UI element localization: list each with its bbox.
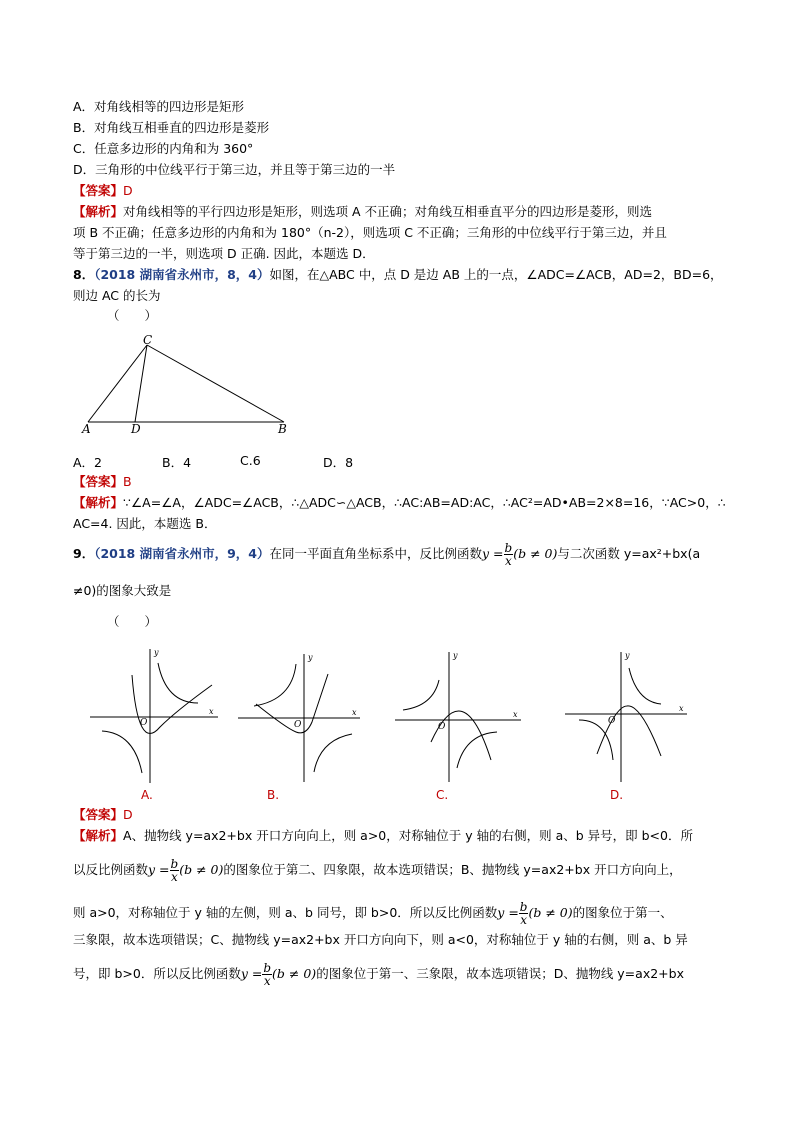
hyperbola-branch (579, 720, 613, 760)
graph-label-b: B. (267, 788, 280, 802)
frac-numerator: b (504, 541, 513, 555)
graph-option-b (236, 652, 366, 784)
origin-label: O (438, 722, 446, 732)
fraction-b-over-x (262, 962, 272, 987)
hyperbola-branch (314, 734, 352, 772)
q8-triangle-figure (70, 330, 300, 440)
parabola (597, 706, 661, 756)
q9-analysis-text3b: 的图象位于第一、 (572, 905, 673, 920)
segment-cd (135, 345, 147, 422)
hyperbola-branch (629, 668, 661, 704)
q7-option-b: B．对角线互相垂直的四边形是菱形 (73, 120, 270, 135)
q9-analysis-line4: 三象限，故本选项错误；C、抛物线 y=ax2+bx 开口方向向下，则 a<0，对称轴位于 y 轴的右侧，则 a、b 异 (73, 932, 688, 947)
label-b: B (278, 422, 287, 436)
answer-tag: 【答案】 (73, 183, 124, 198)
y-label: y (154, 648, 159, 657)
x-label: x (513, 710, 518, 719)
q9-analysis-line3 (73, 901, 673, 926)
label-d: D (131, 422, 141, 436)
q7-analysis-line2: 项 B 不正确；任意多边形的内角和为 180°（n-2），则选项 C 不正确；三角形的中位线平行于第三边，并且 (73, 225, 667, 240)
q9-stem-line2: ≠0)的图象大致是 (73, 583, 172, 598)
q8-answer-paren: （ ） (107, 308, 158, 323)
q9-stem-line1 (73, 542, 700, 567)
q8-option-c: C.6 (240, 453, 261, 468)
q8-analysis-line2: AC=4. 因此，本题选 B． (73, 516, 217, 531)
q9-analysis-line1 (73, 828, 693, 844)
answer-tag: 【答案】 (73, 474, 124, 489)
q9-analysis-text2a: 以反比例函数 (73, 862, 149, 877)
condition: (b ≠ 0) (272, 966, 317, 981)
q9-number: 9． (73, 546, 95, 561)
q7-answer: D (123, 183, 133, 198)
q8-analysis-text1: ∵∠A=∠A，∠ADC=∠ACB，∴△ADC∽△ACB，∴AC:AB=AD:AC，∴AC²=AD•AB=2×8=16，∵AC>0，∴ (123, 495, 726, 510)
fraction-b-over-x (504, 542, 514, 567)
condition: (b ≠ 0) (513, 546, 558, 561)
analysis-tag: 【解析】 (73, 828, 124, 843)
q8-stem-text1: 如图，在△ABC 中，点 D 是边 AB 上的一点，∠ADC=∠ACB，AD=2，BD=6， (269, 267, 723, 282)
origin-label: O (608, 716, 616, 726)
origin-label: O (294, 720, 302, 730)
analysis-tag: 【解析】 (73, 495, 124, 510)
q9-stem-part2: 与二次函数 y=ax²+bx(a (557, 546, 701, 561)
parabola (256, 674, 328, 733)
q8-answer: B (123, 474, 132, 489)
answer-tag: 【答案】 (73, 807, 124, 822)
q8-stem-line2: 则边 AC 的长为 (73, 288, 161, 303)
q9-source: （2018 湖南省永州市，9，4） (94, 546, 270, 561)
graph-label-a: A. (141, 788, 153, 802)
analysis-tag: 【解析】 (73, 204, 124, 219)
q9-analysis-text1: A、抛物线 y=ax2+bx 开口方向向上，则 a>0，对称轴位于 y 轴的右侧，则 a、b 异号，即 b<0．所 (123, 828, 693, 843)
condition: (b ≠ 0) (179, 862, 224, 877)
y-label: y (625, 651, 630, 660)
label-c: C (143, 333, 153, 347)
q7-analysis-line1 (73, 204, 652, 220)
hyperbola-branch (102, 731, 142, 773)
y-label: y (453, 651, 458, 660)
x-label: x (679, 704, 684, 713)
parabola (431, 711, 491, 760)
q8-stem-line1 (73, 267, 723, 283)
label-a: A (82, 422, 91, 436)
frac-numerator: b (263, 961, 272, 975)
q7-analysis-line3: 等于第三边的一半，则选项 D 正确. 因此，本题选 D． (73, 246, 375, 261)
q8-option-d: D．8 (323, 455, 354, 470)
func-y: y = (497, 905, 519, 920)
hyperbola-branch (254, 664, 296, 706)
q9-answer-line (73, 807, 133, 823)
q9-answer: D (123, 807, 133, 822)
func-y: y = (148, 862, 170, 877)
q8-answer-line (73, 474, 132, 490)
graph-option-c (393, 650, 528, 785)
graph-option-a (88, 645, 223, 785)
x-label: x (352, 708, 357, 717)
x-label: x (209, 707, 214, 716)
y-label: y (308, 653, 313, 662)
q9-analysis-text3a: 则 a>0，对称轴位于 y 轴的左侧，则 a、b 同号，即 b>0．所以反比例函数 (73, 905, 498, 920)
frac-numerator: b (170, 857, 179, 871)
q9-analysis-text5b: 的图象位于第一、三象限，故本选项错误；D、抛物线 y=ax2+bx (316, 966, 684, 981)
func-y: y = (482, 546, 504, 561)
graph-option-d (563, 650, 693, 785)
hyperbola-branch (457, 732, 497, 768)
q9-analysis-line2 (73, 858, 682, 883)
q7-answer-line (73, 183, 133, 199)
graph-label-d: D. (610, 788, 624, 802)
func-y: y = (240, 966, 263, 981)
q9-stem-part1: 在同一平面直角坐标系中，反比例函数 (269, 546, 483, 561)
frac-denominator: x (504, 554, 512, 568)
q8-analysis-line1 (73, 495, 726, 511)
q7-option-d: D．三角形的中位线平行于第三边，并且等于第三边的一半 (73, 162, 396, 177)
condition: (b ≠ 0) (528, 905, 573, 920)
fraction-b-over-x (170, 858, 180, 883)
origin-label: O (140, 718, 148, 728)
segment-ac (88, 345, 147, 422)
segment-cb (147, 345, 284, 422)
frac-denominator: x (170, 870, 178, 884)
frac-denominator: x (263, 974, 271, 988)
q8-source: （2018 湖南省永州市，8，4） (94, 267, 270, 282)
q8-option-b: B．4 (162, 455, 192, 470)
frac-numerator: b (519, 900, 528, 914)
q7-analysis-text1: 对角线相等的平行四边形是矩形，则选项 A 不正确；对角线互相垂直平分的四边形是菱形，则选 (123, 204, 653, 219)
q9-analysis-text5a: 号，即 b>0．所以反比例函数 (73, 966, 241, 981)
q9-answer-paren: （ ） (107, 614, 158, 629)
q9-analysis-text2b: 的图象位于第二、四象限，故本选项错误；B、抛物线 y=ax2+bx 开口方向向上， (223, 862, 682, 877)
hyperbola-branch (158, 663, 198, 703)
q9-analysis-line5 (73, 962, 684, 987)
graph-label-c: C. (436, 788, 449, 802)
q8-option-a: A．2 (73, 455, 103, 470)
q7-option-a: A．对角线相等的四边形是矩形 (73, 99, 245, 114)
hyperbola-branch (403, 680, 439, 710)
q8-number: 8． (73, 267, 95, 282)
frac-denominator: x (520, 913, 528, 927)
q7-option-c: C．任意多边形的内角和为 360° (73, 141, 254, 156)
